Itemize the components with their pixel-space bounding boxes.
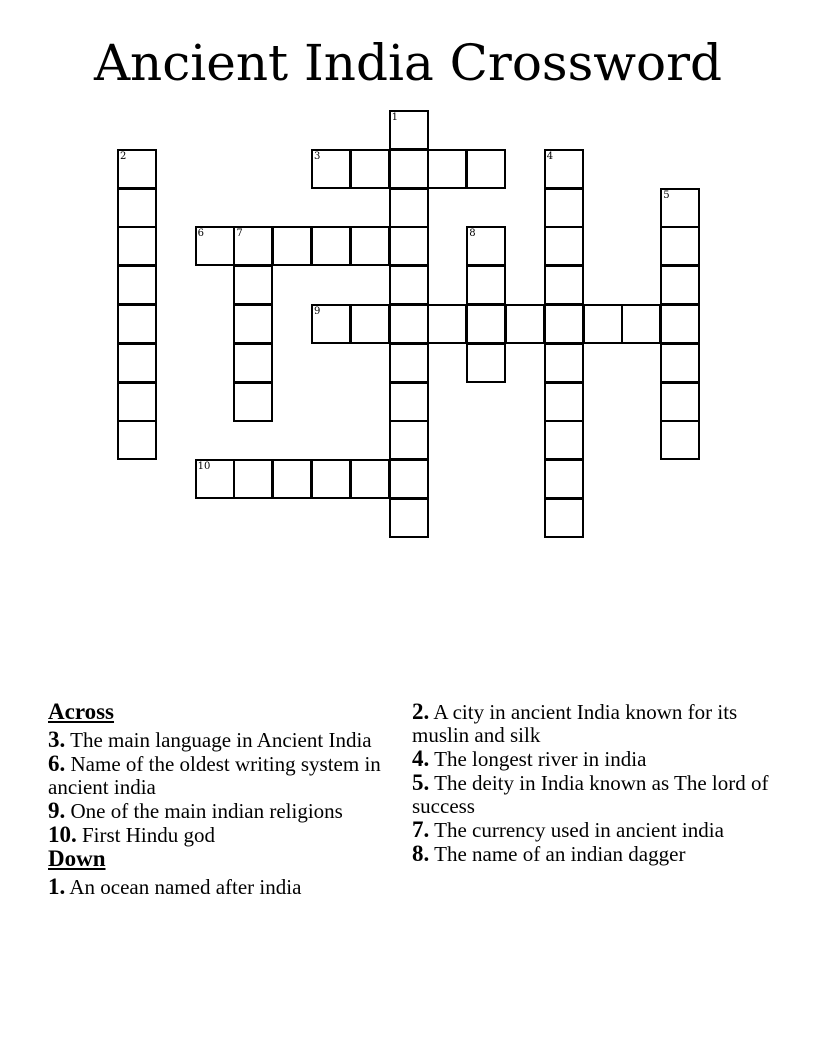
clue-down-4 [412, 747, 772, 771]
cell-number: 2 [120, 150, 127, 162]
grid-cell[interactable] [660, 188, 700, 228]
grid-cell[interactable] [311, 304, 351, 344]
grid-cell[interactable] [272, 459, 312, 499]
cell-number: 4 [546, 150, 554, 162]
clue-text: A city in ancient India known for its muslin and silk [412, 700, 738, 747]
grid-cell[interactable] [544, 459, 584, 499]
clue-across-9 [48, 799, 388, 823]
grid-cell[interactable] [544, 343, 584, 383]
clue-down-1 [48, 875, 388, 899]
grid-cell[interactable] [427, 304, 467, 344]
cell-number: 9 [314, 306, 321, 317]
grid-cell[interactable] [389, 265, 429, 305]
clue-text: First Hindu god [82, 823, 216, 847]
grid-cell[interactable] [117, 304, 157, 344]
grid-cell[interactable] [544, 382, 584, 422]
grid-cell[interactable] [660, 382, 700, 422]
grid-cell[interactable] [389, 149, 429, 189]
grid-cell[interactable] [233, 226, 273, 266]
clues-column-right [412, 700, 772, 866]
clue-text: One of the main indian religions [70, 799, 343, 823]
grid-cell[interactable] [311, 149, 351, 189]
across-heading: Across [48, 699, 115, 724]
grid-cell[interactable] [311, 459, 351, 499]
grid-cell[interactable] [389, 188, 429, 228]
grid-cell[interactable] [389, 382, 429, 422]
clue-across-3 [48, 728, 388, 752]
grid-cell[interactable] [389, 420, 429, 460]
clues-column-left [48, 700, 388, 899]
clue-text: Name of the oldest writing system in ancient india [48, 752, 381, 799]
grid-cell[interactable] [389, 226, 429, 266]
grid-cell[interactable] [195, 459, 235, 499]
grid-cell[interactable] [660, 420, 700, 460]
clue-text: The currency used in ancient india [434, 818, 724, 842]
grid-cell[interactable] [350, 149, 390, 189]
clue-number: 10. [48, 822, 77, 847]
cell-number: 3 [314, 150, 321, 162]
clue-across-6 [48, 752, 388, 799]
grid-cell[interactable] [544, 188, 584, 228]
clue-text: The deity in India known as The lord of success [412, 771, 769, 818]
grid-cell[interactable] [233, 343, 273, 383]
grid-cell[interactable] [233, 382, 273, 422]
grid-cell[interactable] [544, 149, 584, 189]
cell-number: 1 [391, 112, 398, 123]
clue-text: The main language in Ancient India [70, 728, 372, 752]
grid-cell[interactable] [621, 304, 661, 344]
grid-cell[interactable] [466, 343, 506, 383]
grid-cell[interactable] [117, 265, 157, 305]
grid-cell[interactable] [389, 459, 429, 499]
grid-cell[interactable] [544, 265, 584, 305]
grid-cell[interactable] [466, 226, 506, 266]
grid-cell[interactable] [466, 149, 506, 189]
clue-number: 7. [412, 817, 430, 842]
clue-number: 9. [48, 798, 66, 823]
grid-cell[interactable] [660, 343, 700, 383]
clue-text: The name of an indian dagger [434, 842, 686, 866]
clue-number: 1. [48, 874, 66, 899]
cell-number: 7 [236, 228, 243, 240]
clue-number: 4. [412, 746, 430, 771]
grid-cell[interactable] [544, 420, 584, 460]
grid-cell[interactable] [389, 110, 429, 150]
grid-cell[interactable] [544, 498, 584, 538]
clue-number: 6. [48, 751, 66, 776]
grid-cell[interactable] [272, 226, 312, 266]
clue-down-5 [412, 771, 772, 818]
grid-cell[interactable] [660, 226, 700, 266]
grid-cell[interactable] [233, 459, 273, 499]
grid-cell[interactable] [117, 149, 157, 189]
cell-number: 8 [469, 228, 476, 240]
cell-number: 10 [197, 461, 211, 473]
grid-cell[interactable] [466, 304, 506, 344]
grid-cell[interactable] [505, 304, 545, 344]
grid-cell[interactable] [233, 265, 273, 305]
grid-cell[interactable] [389, 498, 429, 538]
grid-cell[interactable] [544, 304, 584, 344]
grid-cell[interactable] [427, 149, 467, 189]
clue-number: 3. [48, 727, 66, 752]
clue-text: An ocean named after india [69, 875, 302, 899]
grid-cell[interactable] [350, 226, 390, 266]
grid-cell[interactable] [660, 304, 700, 344]
clue-across-10 [48, 823, 388, 847]
grid-cell[interactable] [117, 226, 157, 266]
grid-cell[interactable] [350, 459, 390, 499]
clue-number: 2. [412, 699, 430, 724]
grid-cell[interactable] [117, 420, 157, 460]
cell-number: 5 [663, 189, 670, 201]
grid-cell[interactable] [389, 304, 429, 344]
grid-cell[interactable] [233, 304, 273, 344]
grid-cell[interactable] [544, 226, 584, 266]
grid-cell[interactable] [389, 343, 429, 383]
grid-cell[interactable] [660, 265, 700, 305]
clue-down-2 [412, 700, 772, 747]
grid-cell[interactable] [117, 382, 157, 422]
grid-cell[interactable] [195, 226, 235, 266]
grid-cell[interactable] [583, 304, 623, 344]
cell-number: 6 [197, 228, 204, 240]
clue-down-8 [412, 842, 772, 866]
grid-cell[interactable] [117, 188, 157, 228]
grid-cell[interactable] [117, 343, 157, 383]
down-heading: Down [48, 846, 106, 871]
clue-down-7 [412, 818, 772, 842]
grid-cell[interactable] [311, 226, 351, 266]
grid-cell[interactable] [466, 265, 506, 305]
page-title: Ancient India Crossword [93, 34, 723, 92]
clue-number: 8. [412, 841, 430, 866]
grid-cell[interactable] [350, 304, 390, 344]
clue-text: The longest river in india [434, 747, 647, 771]
clue-number: 5. [412, 770, 430, 795]
